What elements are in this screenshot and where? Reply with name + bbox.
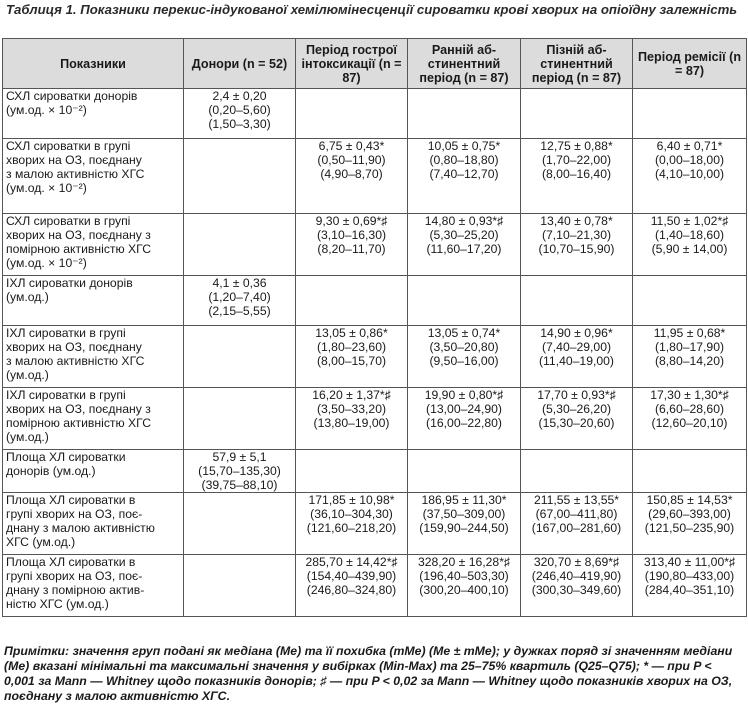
cell-line: (15,30–20,60) bbox=[538, 416, 615, 430]
cell-line: 4,1 ± 0,36 bbox=[212, 276, 267, 290]
cell-line: (11,60–17,20) bbox=[426, 242, 502, 256]
table-row bbox=[3, 89, 747, 139]
cell-line: (8,00–15,70) bbox=[316, 354, 387, 368]
cell-acute bbox=[296, 450, 408, 493]
cell-line: (7,10–21,30) bbox=[541, 228, 612, 242]
cell-line: 6,40 ± 0,71* bbox=[656, 139, 723, 153]
cell-line: (154,40–439,90) bbox=[306, 569, 397, 583]
cell-line: (11,40–19,00) bbox=[539, 354, 614, 368]
cell-line: помірною активністю ХГС bbox=[6, 242, 152, 256]
cell-line: Площа ХЛ сироватки bbox=[6, 450, 126, 464]
cell-line: (0,20–5,60) bbox=[208, 103, 271, 117]
cell-line: СХЛ сироватки донорів bbox=[6, 89, 138, 103]
cell-line: 171,85 ± 10,98* bbox=[308, 493, 395, 507]
cell-line: ІХЛ сироватки донорів bbox=[6, 276, 133, 290]
cell-line: (0,80–18,80) bbox=[429, 153, 499, 167]
cell-indicator bbox=[3, 388, 184, 450]
cell-early bbox=[408, 214, 521, 276]
cell-line: (ум.од. × 10⁻²) bbox=[6, 256, 87, 270]
cell-line: 328,20 ± 16,28*♯ bbox=[417, 555, 511, 569]
cell-acute bbox=[296, 139, 408, 214]
cell-line: Площа ХЛ сироватки в bbox=[6, 555, 136, 569]
cell-line: (0,00–18,00) bbox=[654, 153, 725, 167]
cell-line: (4,90–8,70) bbox=[320, 167, 383, 181]
header-indicators: Показники bbox=[3, 39, 184, 89]
cell-line: 19,90 ± 0,80*♯ bbox=[424, 388, 504, 402]
cell-indicator bbox=[3, 89, 184, 139]
cell-early bbox=[408, 450, 521, 493]
cell-indicator bbox=[3, 493, 184, 555]
cell-remission bbox=[633, 276, 747, 326]
cell-indicator bbox=[3, 326, 184, 388]
cell-line: (13,00–24,90) bbox=[426, 402, 502, 416]
cell-line: (8,80–14,20) bbox=[654, 354, 725, 368]
cell-line: (29,60–393,00) bbox=[648, 507, 731, 521]
cell-donor bbox=[184, 326, 296, 388]
cell-acute bbox=[296, 326, 408, 388]
cell-donor bbox=[184, 555, 296, 617]
cell-line: (7,40–29,00) bbox=[541, 340, 612, 354]
cell-line: ІХЛ сироватки в групі bbox=[6, 388, 126, 402]
cell-line: 11,95 ± 0,68* bbox=[653, 326, 726, 340]
cell-line: (284,40–351,10) bbox=[644, 583, 735, 597]
cell-indicator bbox=[3, 139, 184, 214]
cell-early bbox=[408, 276, 521, 326]
cell-line: (1,40–18,60) bbox=[654, 228, 725, 242]
cell-line: хворих на ОЗ, поєднану з bbox=[6, 228, 151, 242]
cell-line: днану з малою активністю bbox=[6, 521, 155, 535]
cell-line: 186,95 ± 11,30* bbox=[421, 493, 507, 507]
cell-line: хворих на ОЗ, поєднану bbox=[6, 340, 142, 354]
cell-line: 320,70 ± 8,69*♯ bbox=[533, 555, 620, 569]
cell-line: (5,30–25,20) bbox=[429, 228, 499, 242]
header-row bbox=[3, 39, 747, 89]
cell-line: з малою активністю ХГС bbox=[6, 354, 145, 368]
header-remission: Період ремісії (n = 87) bbox=[633, 39, 747, 89]
cell-line: хворих на ОЗ, поєднану з bbox=[6, 402, 151, 416]
cell-line: (196,40–503,30) bbox=[419, 569, 509, 583]
cell-line: (121,60–218,20) bbox=[306, 521, 397, 535]
cell-remission bbox=[633, 326, 747, 388]
cell-remission bbox=[633, 214, 747, 276]
cell-line: (1,20–7,40) bbox=[208, 290, 271, 304]
cell-line: 13,40 ± 0,78* bbox=[540, 214, 613, 228]
cell-line: 150,85 ± 14,53* bbox=[646, 493, 733, 507]
header-early-abstinence: Ранній аб-стинентний період (n = 87) bbox=[408, 39, 521, 89]
cell-early bbox=[408, 139, 521, 214]
cell-line: днану з помірною актив- bbox=[6, 583, 145, 597]
cell-line: (ум.од.) bbox=[6, 368, 49, 382]
cell-line: 14,80 ± 0,93*♯ bbox=[424, 214, 504, 228]
cell-remission bbox=[633, 388, 747, 450]
results-table bbox=[2, 38, 747, 617]
cell-line: 16,20 ± 1,37*♯ bbox=[312, 388, 391, 402]
cell-line: 10,05 ± 0,75* bbox=[427, 139, 501, 153]
cell-donor bbox=[184, 139, 296, 214]
cell-line: (300,30–349,60) bbox=[531, 583, 622, 597]
cell-acute bbox=[296, 214, 408, 276]
cell-line: ністю ХГС (ум.од.) bbox=[6, 597, 109, 611]
cell-line: 14,90 ± 0,96* bbox=[540, 326, 613, 340]
cell-line: СХЛ сироватки в групі bbox=[6, 214, 131, 228]
table-row bbox=[3, 326, 747, 388]
cell-line: 211,55 ± 13,55* bbox=[533, 493, 620, 507]
cell-remission bbox=[633, 139, 747, 214]
cell-acute bbox=[296, 276, 408, 326]
cell-remission bbox=[633, 450, 747, 493]
cell-line: (37,50–309,00) bbox=[422, 507, 506, 521]
cell-donor bbox=[184, 450, 296, 493]
cell-remission bbox=[633, 89, 747, 139]
cell-line: (13,80–19,00) bbox=[313, 416, 390, 430]
cell-line: (10,70–15,90) bbox=[538, 242, 615, 256]
cell-early bbox=[408, 555, 521, 617]
cell-line: (6,60–28,60) bbox=[654, 402, 725, 416]
cell-line: з малою активністю ХГС bbox=[6, 167, 145, 181]
table-row bbox=[3, 139, 747, 214]
cell-line: 13,05 ± 0,86* bbox=[315, 326, 388, 340]
cell-late bbox=[521, 326, 633, 388]
cell-line: ІХЛ сироватки в групі bbox=[6, 326, 126, 340]
header-donors: Донори (n = 52) bbox=[184, 39, 296, 89]
cell-line: 313,40 ± 11,00*♯ bbox=[643, 555, 736, 569]
cell-line: групі хворих на ОЗ, поє- bbox=[6, 569, 143, 583]
cell-line: 12,75 ± 0,88* bbox=[540, 139, 613, 153]
cell-line: (8,20–11,70) bbox=[317, 242, 386, 256]
cell-late bbox=[521, 450, 633, 493]
cell-line: (ум.од.) bbox=[6, 290, 49, 304]
cell-line: (12,60–20,10) bbox=[651, 416, 728, 430]
cell-early bbox=[408, 388, 521, 450]
cell-line: (121,50–235,90) bbox=[644, 521, 735, 535]
cell-line: (246,40–419,90) bbox=[531, 569, 622, 583]
cell-line: (1,70–22,00) bbox=[541, 153, 612, 167]
cell-acute bbox=[296, 555, 408, 617]
cell-line: (3,50–33,20) bbox=[316, 402, 387, 416]
cell-line: 285,70 ± 14,42*♯ bbox=[305, 555, 398, 569]
cell-line: (7,40–12,70) bbox=[429, 167, 499, 181]
header-acute-intoxication: Період гострої інтоксикації (n = 87) bbox=[296, 39, 408, 89]
cell-line: (3,50–20,80) bbox=[429, 340, 499, 354]
cell-donor bbox=[184, 89, 296, 139]
cell-line: (1,80–17,90) bbox=[654, 340, 725, 354]
cell-line: (5,30–26,20) bbox=[541, 402, 612, 416]
cell-line: (3,10–16,30) bbox=[316, 228, 387, 242]
cell-line: ХГС (ум.од.) bbox=[6, 535, 76, 549]
cell-line: (2,15–5,55) bbox=[208, 304, 271, 318]
table-row bbox=[3, 276, 747, 326]
cell-donor bbox=[184, 493, 296, 555]
table-row bbox=[3, 555, 747, 617]
cell-line: 2,4 ± 0,20 bbox=[212, 89, 267, 103]
cell-donor bbox=[184, 276, 296, 326]
cell-line: 9,30 ± 0,69*♯ bbox=[315, 214, 388, 228]
cell-line: донорів (ум.од.) bbox=[6, 464, 96, 478]
table-row bbox=[3, 214, 747, 276]
cell-line: (5,90 ± 14,00) bbox=[651, 242, 728, 256]
cell-line: (0,50–11,90) bbox=[317, 153, 386, 167]
table-row bbox=[3, 388, 747, 450]
cell-acute bbox=[296, 493, 408, 555]
cell-early bbox=[408, 493, 521, 555]
cell-acute bbox=[296, 89, 408, 139]
cell-line: помірною активністю ХГС bbox=[6, 416, 152, 430]
cell-line: (9,50–16,00) bbox=[429, 354, 499, 368]
cell-line: 11,50 ± 1,02*♯ bbox=[650, 214, 729, 228]
cell-early bbox=[408, 326, 521, 388]
cell-line: (39,75–88,10) bbox=[201, 478, 278, 492]
cell-line: (36,10–304,30) bbox=[310, 507, 393, 521]
cell-line: (15,70–135,30) bbox=[198, 464, 281, 478]
cell-indicator bbox=[3, 276, 184, 326]
cell-acute bbox=[296, 388, 408, 450]
cell-line: 17,70 ± 0,93*♯ bbox=[537, 388, 616, 402]
cell-line: 6,75 ± 0,43* bbox=[318, 139, 385, 153]
cell-late bbox=[521, 89, 633, 139]
cell-donor bbox=[184, 214, 296, 276]
cell-line: (ум.од.) bbox=[6, 430, 49, 444]
cell-line: (4,10–10,00) bbox=[654, 167, 725, 181]
cell-indicator bbox=[3, 450, 184, 493]
cell-early bbox=[408, 89, 521, 139]
cell-line: (ум.од. × 10⁻²) bbox=[6, 181, 87, 195]
cell-remission bbox=[633, 493, 747, 555]
cell-line: хворих на ОЗ, поєднану bbox=[6, 153, 142, 167]
cell-line: (300,20–400,10) bbox=[419, 583, 509, 597]
cell-line: (16,00–22,80) bbox=[426, 416, 502, 430]
cell-line: (67,00–411,80) bbox=[535, 507, 618, 521]
cell-line: 57,9 ± 5,1 bbox=[212, 450, 267, 464]
table-caption: Таблиця 1. Показники перекис-індукованої хемілюмінесценції сироватки крові хворих на опіоїдну залежність bbox=[6, 2, 738, 17]
table-row bbox=[3, 493, 747, 555]
cell-late bbox=[521, 139, 633, 214]
header-late-abstinence: Пізній аб-стинентний період (n = 87) bbox=[521, 39, 633, 89]
cell-line: СХЛ сироватки в групі bbox=[6, 139, 131, 153]
cell-line: (167,00–281,60) bbox=[531, 521, 622, 535]
cell-remission bbox=[633, 555, 747, 617]
cell-line: (8,00–16,40) bbox=[541, 167, 612, 181]
cell-indicator bbox=[3, 555, 184, 617]
cell-line: (246,80–324,80) bbox=[306, 583, 397, 597]
cell-late bbox=[521, 388, 633, 450]
cell-late bbox=[521, 555, 633, 617]
table-row bbox=[3, 450, 747, 493]
cell-line: 13,05 ± 0,74* bbox=[427, 326, 501, 340]
cell-late bbox=[521, 214, 633, 276]
cell-line: 17,30 ± 1,30*♯ bbox=[650, 388, 729, 402]
cell-late bbox=[521, 493, 633, 555]
cell-line: (ум.од. × 10⁻²) bbox=[6, 103, 87, 117]
cell-donor bbox=[184, 388, 296, 450]
cell-line: (159,90–244,50) bbox=[419, 521, 509, 535]
table-notes: Примітки: значення груп подані як медіана (Me) та її похибка (mMe) (Me ± mMe); у дужках поряд зі значенням медіани (Me) вказані мінімальні та максимальні значення у вибірках (Min-Max) та 25–75% квартиль (Q25–Q75); * — при P < 0,001 за Mann — Whitney щодо показників донорів; ♯ — при P < 0,02 за Mann — Whitney щодо показників хворих на ОЗ, поєднану з малою активністю ХГС. bbox=[4, 644, 733, 703]
cell-line: (1,50–3,30) bbox=[208, 117, 271, 131]
cell-line: групі хворих на ОЗ, поє- bbox=[6, 507, 143, 521]
cell-indicator bbox=[3, 214, 184, 276]
cell-late bbox=[521, 276, 633, 326]
cell-line: (1,80–23,60) bbox=[316, 340, 387, 354]
cell-line: Площа ХЛ сироватки в bbox=[6, 493, 136, 507]
cell-line: (190,80–433,00) bbox=[644, 569, 735, 583]
